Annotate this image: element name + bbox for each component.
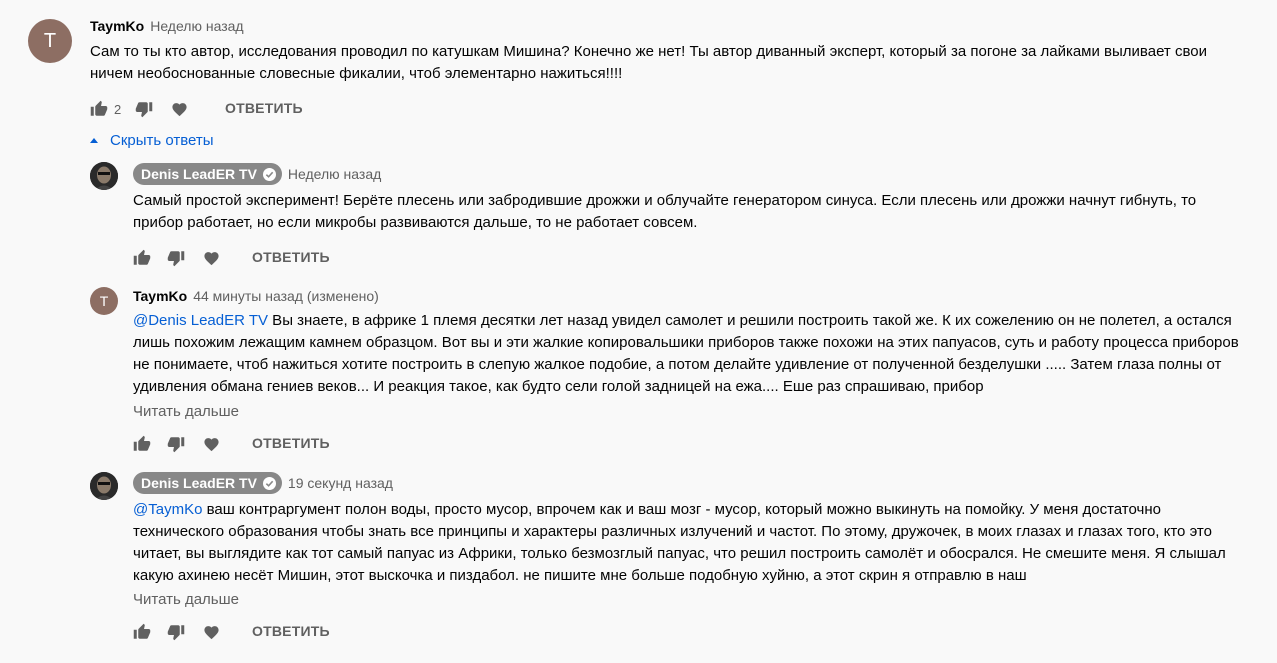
avatar[interactable] xyxy=(90,162,118,190)
reply-button[interactable]: ОТВЕТИТЬ xyxy=(252,435,330,451)
mention-link[interactable]: @TaymKo xyxy=(133,501,203,518)
heart-icon[interactable] xyxy=(203,624,220,641)
comment-body: Сам то ты кто автор, исследования проводил по катушкам Мишина? Конечно же нет! Ты автор диванный эксперт, который за погоне за лайками выливает свои ничем необоснованные словесные фикалии, чтоб элементарно нажиться!!!! xyxy=(90,43,1207,82)
verified-check-icon xyxy=(263,477,276,490)
avatar-photo-icon xyxy=(90,472,118,500)
reply-text xyxy=(133,310,1248,398)
read-more-button[interactable]: Читать дальше xyxy=(133,403,239,420)
hide-replies-label: Скрыть ответы xyxy=(110,132,214,149)
comment-header xyxy=(90,16,244,36)
reply-author[interactable]: TaymKo xyxy=(133,288,188,304)
comment-time[interactable]: Неделю назад xyxy=(150,18,244,34)
thumb-down-icon[interactable] xyxy=(167,249,185,267)
author-badge[interactable] xyxy=(133,472,282,494)
read-more-button[interactable]: Читать дальше xyxy=(133,591,239,608)
hide-replies-button[interactable] xyxy=(90,132,214,149)
reply-button[interactable]: ОТВЕТИТЬ xyxy=(252,623,330,639)
reply-actions xyxy=(133,620,220,644)
reply-time[interactable]: 44 минуты назад (изменено) xyxy=(193,288,379,304)
mention-link[interactable]: @Denis LeadER TV xyxy=(133,312,269,329)
thumb-down-icon[interactable] xyxy=(167,623,185,641)
avatar[interactable] xyxy=(90,287,118,315)
reply-button[interactable]: ОТВЕТИТЬ xyxy=(252,249,330,265)
reply-header xyxy=(133,472,393,494)
reply-time[interactable]: 19 секунд назад xyxy=(287,475,393,491)
reply-actions xyxy=(133,246,220,270)
like-count: 2 xyxy=(114,101,122,117)
avatar[interactable] xyxy=(90,472,118,500)
avatar-photo-icon xyxy=(90,162,118,190)
reply-header xyxy=(133,163,381,185)
reply-text xyxy=(133,190,1248,234)
thumb-up-icon[interactable] xyxy=(133,623,151,641)
comment-actions xyxy=(90,97,188,121)
reply-body: Вы знаете, в африке 1 племя десятки лет назад увидел самолет и решили построить такой же. К их сожелению он не полетел, а остался лишь похожим лежащим камнем образцом. Вот вы и эти жалкие копировальшики приборов также похожи на этих папуасов, суть и работу процесса приборов не понимаете, чтоб нажиться хотите построить в слепую жалкое подобие, а потом делайте удивление от полученной безделушки ..... Затем глаза полны от удивления обмана гениев веков... И реакция такое, как будто сели голой задницей на ежа.... Еше раз спрашиваю, прибор xyxy=(133,312,1239,395)
reply-author: Denis LeadER TV xyxy=(141,475,257,491)
thumb-up-icon[interactable] xyxy=(133,249,151,267)
reply-actions xyxy=(133,432,220,456)
thumb-down-icon[interactable] xyxy=(167,435,185,453)
reply-time[interactable]: Неделю назад xyxy=(287,166,382,182)
heart-icon[interactable] xyxy=(203,436,220,453)
thumb-up-icon[interactable] xyxy=(90,100,108,118)
avatar-letter: T xyxy=(99,293,109,309)
author-badge[interactable] xyxy=(133,163,282,185)
reply-body: Самый простой эксперимент! Берёте плесень или забродившие дрожжи и облучайте генератором синуса. Если плесень или дрожжи начнут гибнуть, то прибор работает, но если микробы развиваются дальше, то не работает совсем. xyxy=(133,192,1197,231)
reply-text xyxy=(133,499,1248,587)
avatar[interactable] xyxy=(28,19,72,63)
reply-author: Denis LeadER TV xyxy=(141,166,257,182)
heart-icon[interactable] xyxy=(203,250,220,267)
thumb-down-icon[interactable] xyxy=(135,100,153,118)
reply-body: ваш контраргумент полон воды, просто мусор, впрочем как и ваш мозг - мусор, который можно выкинуть на помойку. У меня достаточно технического образования чтобы знать все принципы и характеры различных излучений и частот. По этому, дружочек, в моих глазах и глазах того, кто это читает, вы выглядите как тот самый папуас из Африки, только безмозглый папуас, что решил построить самолёт и обосрался. Не смешите меня. Я слышал какую ахинею несёт Мишин, этот выскочка и пиздабол. не пишите мне больше подобную хуйню, а этот скрин я отправлю в наш xyxy=(133,501,1226,584)
heart-icon[interactable] xyxy=(171,101,188,118)
reply-header xyxy=(133,286,379,306)
verified-check-icon xyxy=(263,168,276,181)
comment-author[interactable]: TaymKo xyxy=(90,18,145,34)
reply-button[interactable]: ОТВЕТИТЬ xyxy=(225,100,303,116)
caret-up-icon xyxy=(90,138,98,143)
thumb-up-icon[interactable] xyxy=(133,435,151,453)
comment-text xyxy=(90,41,1250,85)
avatar-letter: T xyxy=(43,29,57,52)
